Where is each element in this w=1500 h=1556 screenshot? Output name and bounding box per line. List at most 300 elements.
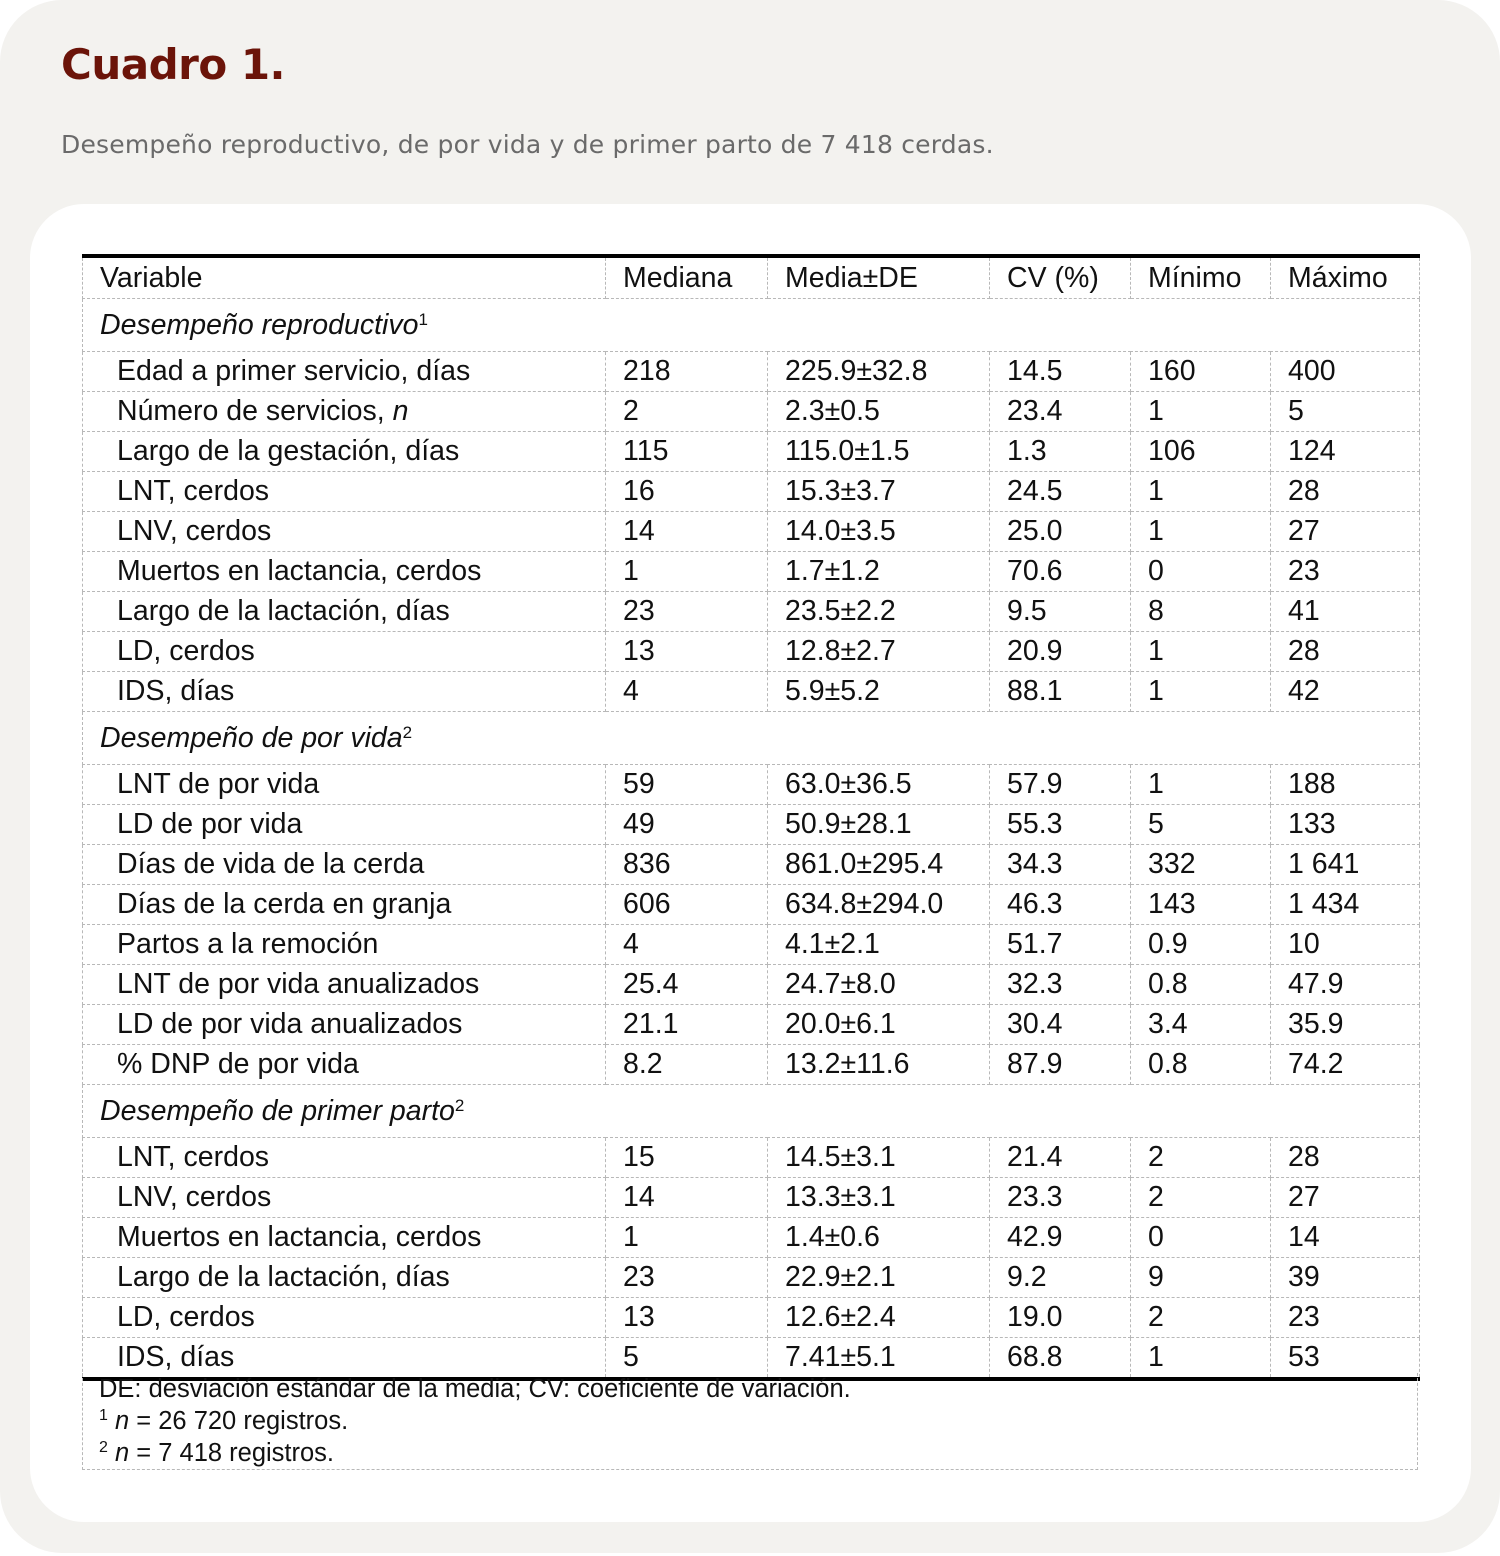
cell-variable-text: LNT, cerdos (117, 1141, 270, 1173)
table-row (83, 845, 1420, 885)
section-label: Desempeño reproductivo (100, 309, 419, 341)
cell-cv (990, 352, 1131, 392)
cell-mediana (606, 965, 768, 1005)
section-label-cell (83, 712, 1420, 765)
cell-minimo-text: 9 (1148, 1261, 1164, 1293)
cell-mediana (606, 805, 768, 845)
abbreviations-note: DE: desviación estándar de la media; CV: coeficiente de variación. (99, 1375, 851, 1403)
cell-cv (990, 472, 1131, 512)
footnote-reference: 2 (454, 1096, 465, 1115)
cell-minimo (1131, 392, 1271, 432)
cell-minimo-text: 1 (1148, 635, 1164, 667)
cell-variable-text: Edad a primer servicio, días (117, 355, 471, 387)
cell-minimo (1131, 592, 1271, 632)
cell-mediana (606, 592, 768, 632)
cell-media-de-text: 7.41±5.1 (785, 1341, 896, 1373)
cell-variable-text: Muertos en lactancia, cerdos (117, 1221, 482, 1253)
section-label: Desempeño de primer parto (100, 1095, 455, 1127)
cell-media-de-text: 14.0±3.5 (785, 515, 896, 547)
section-label-cell (83, 299, 1420, 352)
cell-minimo-text: 143 (1148, 888, 1196, 920)
table-row (83, 1138, 1420, 1178)
table-row (83, 1005, 1420, 1045)
cell-mediana (606, 1138, 768, 1178)
cell-cv-text: 42.9 (1007, 1221, 1063, 1253)
cell-mediana-text: 13 (623, 635, 655, 667)
cell-minimo (1131, 1005, 1271, 1045)
table-body (83, 299, 1420, 1380)
column-header-mediana: Mediana (606, 256, 768, 299)
table-row (83, 432, 1420, 472)
cell-minimo-text: 0.8 (1148, 968, 1188, 1000)
cell-mediana (606, 552, 768, 592)
table-row (83, 512, 1420, 552)
table-row (83, 672, 1420, 712)
cell-variable-text: Largo de la lactación, días (117, 1261, 450, 1293)
cell-cv-text: 23.3 (1007, 1181, 1063, 1213)
cell-cv-text: 9.2 (1007, 1261, 1047, 1293)
cell-minimo-text: 0.9 (1148, 928, 1188, 960)
cell-minimo (1131, 925, 1271, 965)
n-symbol: n (115, 1439, 130, 1467)
cell-variable (83, 925, 606, 965)
cell-mediana (606, 1178, 768, 1218)
section-label-cell (83, 1085, 1420, 1138)
cell-mediana (606, 672, 768, 712)
cell-mediana (606, 512, 768, 552)
cell-cv-text: 20.9 (1007, 635, 1063, 667)
cell-cv-text: 21.4 (1007, 1141, 1063, 1173)
cell-maximo (1271, 925, 1420, 965)
cell-media-de (768, 472, 990, 512)
table-row (83, 925, 1420, 965)
cell-mediana-text: 25.4 (623, 968, 679, 1000)
cell-media-de-text: 2.3±0.5 (785, 395, 880, 427)
cell-cv-text: 23.4 (1007, 395, 1063, 427)
n-symbol: n (115, 1407, 130, 1435)
cell-media-de (768, 672, 990, 712)
cell-mediana-text: 59 (623, 768, 655, 800)
cell-minimo-text: 1 (1148, 515, 1164, 547)
cell-maximo (1271, 592, 1420, 632)
cell-media-de-text: 5.9±5.2 (785, 675, 880, 707)
cell-minimo-text: 8 (1148, 595, 1164, 627)
table-row (83, 1218, 1420, 1258)
table-caption: Desempeño reproductivo, de por vida y de primer parto de 7 418 cerdas. (61, 130, 994, 159)
cell-maximo-text: 23 (1288, 1301, 1320, 1333)
table-row (83, 352, 1420, 392)
cell-cv-text: 25.0 (1007, 515, 1063, 547)
cell-mediana-text: 4 (623, 928, 639, 960)
cell-minimo (1131, 1138, 1271, 1178)
cell-mediana-text: 218 (623, 355, 671, 387)
cell-mediana (606, 1298, 768, 1338)
cell-variable (83, 965, 606, 1005)
cell-minimo-text: 160 (1148, 355, 1196, 387)
cell-media-de-text: 1.4±0.6 (785, 1221, 880, 1253)
cell-minimo (1131, 885, 1271, 925)
cell-media-de (768, 805, 990, 845)
cell-minimo-text: 5 (1148, 808, 1164, 840)
cell-media-de-text: 1.7±1.2 (785, 555, 880, 587)
cell-mediana (606, 885, 768, 925)
cell-cv-text: 34.3 (1007, 848, 1063, 880)
cell-cv (990, 1218, 1131, 1258)
cell-variable-text: Largo de la gestación, días (117, 435, 460, 467)
cell-mediana-text: 5 (623, 1341, 639, 1373)
footnote-2 (99, 1437, 1417, 1469)
cell-variable (83, 1218, 606, 1258)
cell-minimo-text: 0 (1148, 1221, 1164, 1253)
cell-minimo (1131, 1045, 1271, 1085)
cell-maximo-text: 28 (1288, 475, 1320, 507)
cell-variable (83, 885, 606, 925)
cell-media-de (768, 885, 990, 925)
cell-mediana (606, 392, 768, 432)
cell-cv (990, 592, 1131, 632)
cell-media-de (768, 1138, 990, 1178)
table-row (83, 965, 1420, 1005)
cell-cv (990, 805, 1131, 845)
cell-variable-text: LNV, cerdos (117, 515, 272, 547)
cell-mediana (606, 765, 768, 805)
cell-cv-text: 46.3 (1007, 888, 1063, 920)
footnote-1 (99, 1405, 1417, 1437)
cell-maximo-text: 124 (1288, 435, 1336, 467)
cell-cv (990, 925, 1131, 965)
cell-cv (990, 432, 1131, 472)
cell-variable (83, 1045, 606, 1085)
cell-mediana (606, 1005, 768, 1045)
cell-media-de (768, 592, 990, 632)
cell-maximo-text: 35.9 (1288, 1008, 1344, 1040)
cell-mediana-text: 49 (623, 808, 655, 840)
cell-media-de (768, 1005, 990, 1045)
cell-maximo-text: 39 (1288, 1261, 1320, 1293)
cell-cv-text: 88.1 (1007, 675, 1063, 707)
footnote-text: = 7 418 registros. (129, 1439, 335, 1467)
cell-mediana-text: 1 (623, 1221, 639, 1253)
cell-mediana (606, 472, 768, 512)
cell-minimo-text: 332 (1148, 848, 1196, 880)
cell-mediana-text: 115 (623, 435, 669, 467)
cell-variable-text: Días de la cerda en granja (117, 888, 452, 920)
cell-variable (83, 392, 606, 432)
cell-mediana-text: 606 (623, 888, 671, 920)
cell-minimo (1131, 1258, 1271, 1298)
cell-cv-text: 1.3 (1007, 435, 1047, 467)
cell-variable-text: Partos a la remoción (117, 928, 379, 960)
section-header-row (83, 299, 1420, 352)
table-row (83, 1045, 1420, 1085)
cell-media-de (768, 432, 990, 472)
cell-cv-text: 19.0 (1007, 1301, 1063, 1333)
cell-minimo (1131, 805, 1271, 845)
cell-minimo-text: 0.8 (1148, 1048, 1188, 1080)
cell-cv-text: 32.3 (1007, 968, 1063, 1000)
cell-minimo-text: 0 (1148, 555, 1164, 587)
cell-minimo-text: 1 (1148, 675, 1164, 707)
cell-mediana-text: 13 (623, 1301, 655, 1333)
cell-media-de (768, 925, 990, 965)
cell-variable-text: LD, cerdos (117, 1301, 255, 1333)
column-header-minimo: Mínimo (1131, 256, 1271, 299)
cell-media-de (768, 1045, 990, 1085)
cell-media-de-text: 4.1±2.1 (785, 928, 880, 960)
cell-maximo (1271, 1178, 1420, 1218)
cell-maximo (1271, 845, 1420, 885)
table-title: Cuadro 1. (61, 40, 285, 89)
cell-mediana-text: 4 (623, 675, 639, 707)
cell-media-de-text: 12.6±2.4 (785, 1301, 896, 1333)
cell-cv-text: 30.4 (1007, 1008, 1063, 1040)
cell-cv-text: 87.9 (1007, 1048, 1063, 1080)
cell-variable-text: LNV, cerdos (117, 1181, 272, 1213)
cell-maximo-text: 10 (1288, 928, 1320, 960)
cell-cv-text: 55.3 (1007, 808, 1063, 840)
cell-media-de-text: 20.0±6.1 (785, 1008, 896, 1040)
cell-maximo (1271, 432, 1420, 472)
cell-cv (990, 1258, 1131, 1298)
cell-variable-text: LNT de por vida (117, 768, 320, 800)
cell-mediana (606, 845, 768, 885)
cell-maximo-text: 188 (1288, 768, 1336, 800)
cell-media-de (768, 512, 990, 552)
table-notes (82, 1373, 1418, 1470)
column-header-media-de: Media±DE (768, 256, 990, 299)
cell-minimo-text: 2 (1148, 1301, 1164, 1333)
cell-media-de (768, 1178, 990, 1218)
cell-media-de (768, 632, 990, 672)
cell-maximo (1271, 352, 1420, 392)
cell-variable-text: % DNP de por vida (117, 1048, 359, 1080)
cell-variable-text: Muertos en lactancia, cerdos (117, 555, 482, 587)
cell-minimo-text: 1 (1148, 395, 1164, 427)
cell-variable (83, 432, 606, 472)
cell-cv (990, 552, 1131, 592)
cell-minimo-text: 106 (1148, 435, 1196, 467)
cell-maximo (1271, 512, 1420, 552)
cell-minimo (1131, 472, 1271, 512)
cell-maximo-text: 28 (1288, 635, 1320, 667)
cell-media-de-text: 861.0±295.4 (785, 848, 944, 880)
table-row (83, 885, 1420, 925)
cell-cv (990, 965, 1131, 1005)
cell-maximo-text: 41 (1288, 595, 1320, 627)
column-header-variable: Variable (83, 256, 606, 299)
footnote-reference: 2 (402, 723, 413, 742)
cell-mediana-text: 23 (623, 595, 655, 627)
cell-maximo (1271, 672, 1420, 712)
column-header-maximo: Máximo (1271, 256, 1420, 299)
cell-mediana-text: 16 (623, 475, 655, 507)
cell-variable-text: LD de por vida anualizados (117, 1008, 463, 1040)
cell-variable (83, 592, 606, 632)
cell-maximo-text: 23 (1288, 555, 1320, 587)
cell-cv-text: 14.5 (1007, 355, 1063, 387)
data-table (82, 254, 1420, 1381)
cell-maximo (1271, 1045, 1420, 1085)
cell-minimo-text: 2 (1148, 1141, 1164, 1173)
header-row (83, 256, 1420, 299)
cell-cv (990, 1298, 1131, 1338)
cell-mediana-text: 14 (623, 1181, 655, 1213)
table-row (83, 392, 1420, 432)
cell-variable (83, 805, 606, 845)
section-label: Desempeño de por vida (100, 722, 403, 754)
cell-variable (83, 472, 606, 512)
cell-mediana (606, 1045, 768, 1085)
cell-maximo (1271, 392, 1420, 432)
cell-maximo (1271, 1218, 1420, 1258)
cell-cv (990, 1005, 1131, 1045)
cell-maximo (1271, 552, 1420, 592)
cell-mediana (606, 925, 768, 965)
cell-media-de-text: 225.9±32.8 (785, 355, 928, 387)
cell-maximo-text: 1 641 (1288, 848, 1360, 880)
cell-variable-text: Días de vida de la cerda (117, 848, 425, 880)
cell-variable-text: LD de por vida (117, 808, 303, 840)
cell-variable-text: LNT de por vida anualizados (117, 968, 480, 1000)
cell-media-de-text: 12.8±2.7 (785, 635, 896, 667)
cell-variable-text: Número de servicios, (117, 395, 393, 427)
table-row (83, 632, 1420, 672)
cell-variable (83, 632, 606, 672)
cell-minimo-text: 1 (1148, 768, 1164, 800)
cell-media-de-text: 63.0±36.5 (785, 768, 912, 800)
cell-cv (990, 632, 1131, 672)
cell-maximo (1271, 472, 1420, 512)
cell-media-de (768, 1218, 990, 1258)
cell-media-de (768, 1258, 990, 1298)
cell-cv-text: 57.9 (1007, 768, 1063, 800)
cell-mediana-text: 2 (623, 395, 639, 427)
cell-variable (83, 1298, 606, 1338)
cell-mediana-text: 836 (623, 848, 671, 880)
cell-mediana (606, 432, 768, 472)
cell-variable (83, 672, 606, 712)
cell-minimo (1131, 765, 1271, 805)
cell-variable (83, 765, 606, 805)
footnote-mark: 1 (99, 1407, 108, 1424)
cell-maximo (1271, 632, 1420, 672)
cell-cv (990, 392, 1131, 432)
cell-cv (990, 1045, 1131, 1085)
cell-maximo-text: 74.2 (1288, 1048, 1344, 1080)
cell-variable (83, 512, 606, 552)
footnote-reference: 1 (418, 310, 428, 329)
cell-media-de-text: 23.5±2.2 (785, 595, 896, 627)
cell-variable (83, 1178, 606, 1218)
cell-variable-text: IDS, días (117, 675, 235, 707)
table-row (83, 765, 1420, 805)
cell-mediana-text: 21.1 (623, 1008, 679, 1040)
cell-media-de-text: 115.0±1.5 (785, 435, 910, 467)
cell-mediana (606, 1218, 768, 1258)
cell-maximo-text: 47.9 (1288, 968, 1344, 1000)
cell-media-de-text: 24.7±8.0 (785, 968, 896, 1000)
cell-media-de (768, 965, 990, 1005)
cell-minimo (1131, 965, 1271, 1005)
cell-maximo-text: 5 (1288, 395, 1304, 427)
table-row (83, 1298, 1420, 1338)
cell-maximo-text: 28 (1288, 1141, 1320, 1173)
cell-minimo (1131, 672, 1271, 712)
cell-media-de (768, 392, 990, 432)
cell-minimo (1131, 512, 1271, 552)
table-row (83, 552, 1420, 592)
table-row (83, 592, 1420, 632)
cell-cv-text: 68.8 (1007, 1341, 1063, 1373)
cell-media-de (768, 765, 990, 805)
cell-media-de (768, 1298, 990, 1338)
cell-variable (83, 352, 606, 392)
cell-variable (83, 1005, 606, 1045)
cell-minimo-text: 2 (1148, 1181, 1164, 1213)
cell-media-de (768, 552, 990, 592)
section-header-row (83, 1085, 1420, 1138)
cell-media-de-text: 50.9±28.1 (785, 808, 912, 840)
cell-variable (83, 1138, 606, 1178)
cell-media-de-text: 13.3±3.1 (785, 1181, 896, 1213)
cell-maximo (1271, 965, 1420, 1005)
cell-maximo (1271, 1005, 1420, 1045)
cell-media-de-text: 634.8±294.0 (785, 888, 944, 920)
cell-cv (990, 672, 1131, 712)
cell-minimo (1131, 632, 1271, 672)
cell-mediana (606, 632, 768, 672)
cell-variable-text: LD, cerdos (117, 635, 255, 667)
table-row (83, 1258, 1420, 1298)
cell-minimo (1131, 1218, 1271, 1258)
cell-minimo (1131, 1298, 1271, 1338)
cell-mediana-text: 15 (623, 1141, 655, 1173)
cell-maximo-text: 27 (1288, 515, 1320, 547)
cell-mediana-text: 8.2 (623, 1048, 663, 1080)
cell-maximo (1271, 765, 1420, 805)
cell-minimo-text: 3.4 (1148, 1008, 1188, 1040)
cell-maximo-text: 27 (1288, 1181, 1320, 1213)
cell-cv (990, 512, 1131, 552)
cell-maximo (1271, 1138, 1420, 1178)
cell-media-de-text: 22.9±2.1 (785, 1261, 896, 1293)
cell-cv (990, 1138, 1131, 1178)
cell-maximo (1271, 1258, 1420, 1298)
cell-minimo (1131, 845, 1271, 885)
cell-variable-text: LNT, cerdos (117, 475, 270, 507)
footnote-text: = 26 720 registros. (129, 1407, 349, 1435)
cell-cv-text: 9.5 (1007, 595, 1047, 627)
cell-maximo (1271, 1298, 1420, 1338)
cell-cv-text: 24.5 (1007, 475, 1063, 507)
section-header-row (83, 712, 1420, 765)
cell-variable (83, 552, 606, 592)
cell-media-de-text: 15.3±3.7 (785, 475, 896, 507)
cell-maximo (1271, 805, 1420, 845)
cell-mediana-text: 1 (623, 555, 639, 587)
cell-media-de-text: 14.5±3.1 (785, 1141, 896, 1173)
table-row (83, 1178, 1420, 1218)
cell-cv (990, 845, 1131, 885)
cell-minimo (1131, 552, 1271, 592)
cell-mediana (606, 352, 768, 392)
cell-cv (990, 1178, 1131, 1218)
cell-maximo-text: 53 (1288, 1341, 1320, 1373)
footnote-mark: 2 (99, 1439, 108, 1456)
cell-media-de-text: 13.2±11.6 (785, 1048, 910, 1080)
cell-variable-text: Largo de la lactación, días (117, 595, 450, 627)
cell-mediana (606, 1258, 768, 1298)
